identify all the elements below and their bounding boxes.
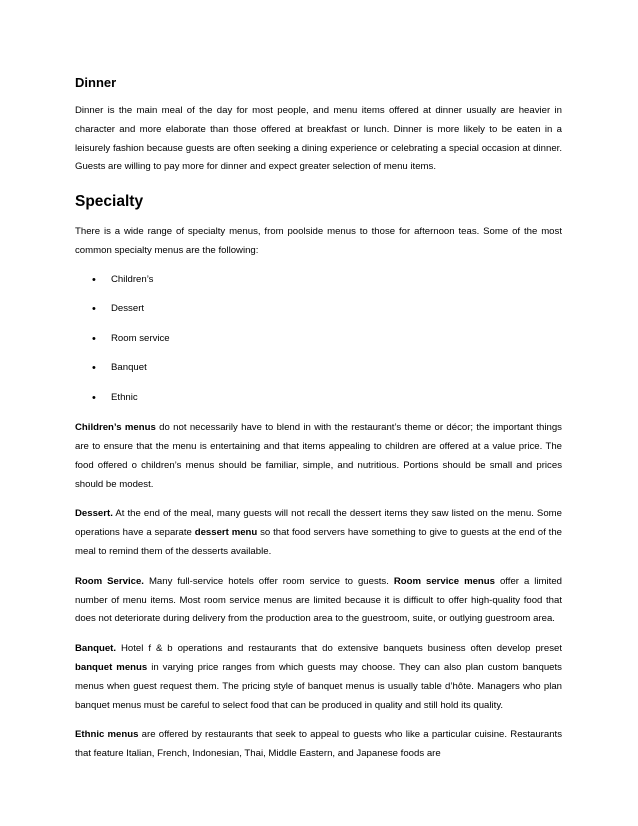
bullet-icon: • xyxy=(92,362,96,375)
room-service-menus-emphasis: Room service menus xyxy=(393,575,495,587)
list-item xyxy=(75,360,562,376)
room-service-text-end: offer a limited number of menu items. Most room service menus are limited because it is difficult to offer high-quality food that does not deteriorate during delivery from the production area to the guestroom, suite, or outlying guestroom area. xyxy=(75,575,563,625)
dessert-text-start: At the end of the meal, many guests will not recall the dessert items they saw listed on the menu. Some operations have a separate xyxy=(75,508,562,539)
dessert-term: Dessert. xyxy=(75,508,113,520)
list-item xyxy=(75,390,562,406)
ethnic-menus-text: are offered by restaurants that seek to appeal to guests who like a particular cuisine. Restaurants that feature Italian, French, Indonesian, Thai, Middle Eastern, and Japanese foods are xyxy=(75,729,562,760)
bullet-icon: • xyxy=(92,273,96,286)
childrens-menus-text: do not necessarily have to blend in with the restaurant’s theme or décor; the important things are to ensure that the menu is entertaining and that items appealing to children are offered at a value price. The food offered o children’s menus should be familiar, simple, and nutritious. Portions should be small and prices should be modest. xyxy=(75,422,562,490)
room-service-term: Room Service. xyxy=(75,575,144,587)
banquet-paragraph xyxy=(75,640,562,715)
bullet-icon: • xyxy=(92,332,96,345)
specialty-intro-paragraph: There is a wide range of specialty menus, from poolside menus to those for afternoon teas. Some of the most common specialty menus are the following: xyxy=(75,226,562,256)
room-service-text-start: Many full-service hotels offer room service to guests. xyxy=(143,575,394,587)
list-item-label: Children’s xyxy=(111,273,154,285)
banquet-text-start: Hotel f & b operations and restaurants that do extensive banquets business often develop preset xyxy=(116,643,562,655)
list-item-label: Banquet xyxy=(111,362,147,374)
list-item xyxy=(75,272,562,288)
list-item-label: Ethnic xyxy=(111,391,138,403)
banquet-text-end: in varying price ranges from which guests may choose. They can also plan custom banquets menus when guest request them. The pricing style of banquet menus is usually table d’hôte. Managers who plan banquet menus must be careful to select food that can be produced in quality and still hold its quality. xyxy=(75,662,562,711)
list-item xyxy=(75,331,562,347)
dessert-paragraph xyxy=(75,505,562,561)
childrens-menus-paragraph xyxy=(75,419,562,494)
dessert-text-end: so that food servers have something to give to guests at the end of the meal to remind them of the desserts available. xyxy=(75,527,562,558)
list-item-label: Dessert xyxy=(111,303,145,315)
specialty-menu-list xyxy=(75,272,562,406)
bullet-icon: • xyxy=(92,391,96,404)
dessert-menu-emphasis: dessert menu xyxy=(194,527,258,539)
dinner-paragraph: Dinner is the main meal of the day for most people, and menu items offered at dinner usually are heavier in character and more elaborate than those offered at breakfast or lunch. Dinner is more likely to be eaten in a leisurely fashion because guests are often seeking a dining experience or celebrating a special occasion at dinner. Guests are willing to pay more for dinner and expect greater selection of menu items. xyxy=(75,105,562,173)
banquet-menus-emphasis: banquet menus xyxy=(75,662,148,674)
childrens-menus-term: Children’s menus xyxy=(75,422,156,434)
document-page xyxy=(75,75,562,764)
bullet-icon: • xyxy=(92,303,96,316)
dinner-heading: Dinner xyxy=(75,75,117,90)
list-item xyxy=(75,301,562,317)
list-item-label: Room service xyxy=(111,332,170,344)
room-service-paragraph xyxy=(75,573,562,629)
ethnic-menus-term: Ethnic menus xyxy=(75,729,139,741)
ethnic-menus-paragraph xyxy=(75,726,562,764)
banquet-term: Banquet. xyxy=(75,643,117,655)
specialty-heading: Specialty xyxy=(75,193,144,211)
